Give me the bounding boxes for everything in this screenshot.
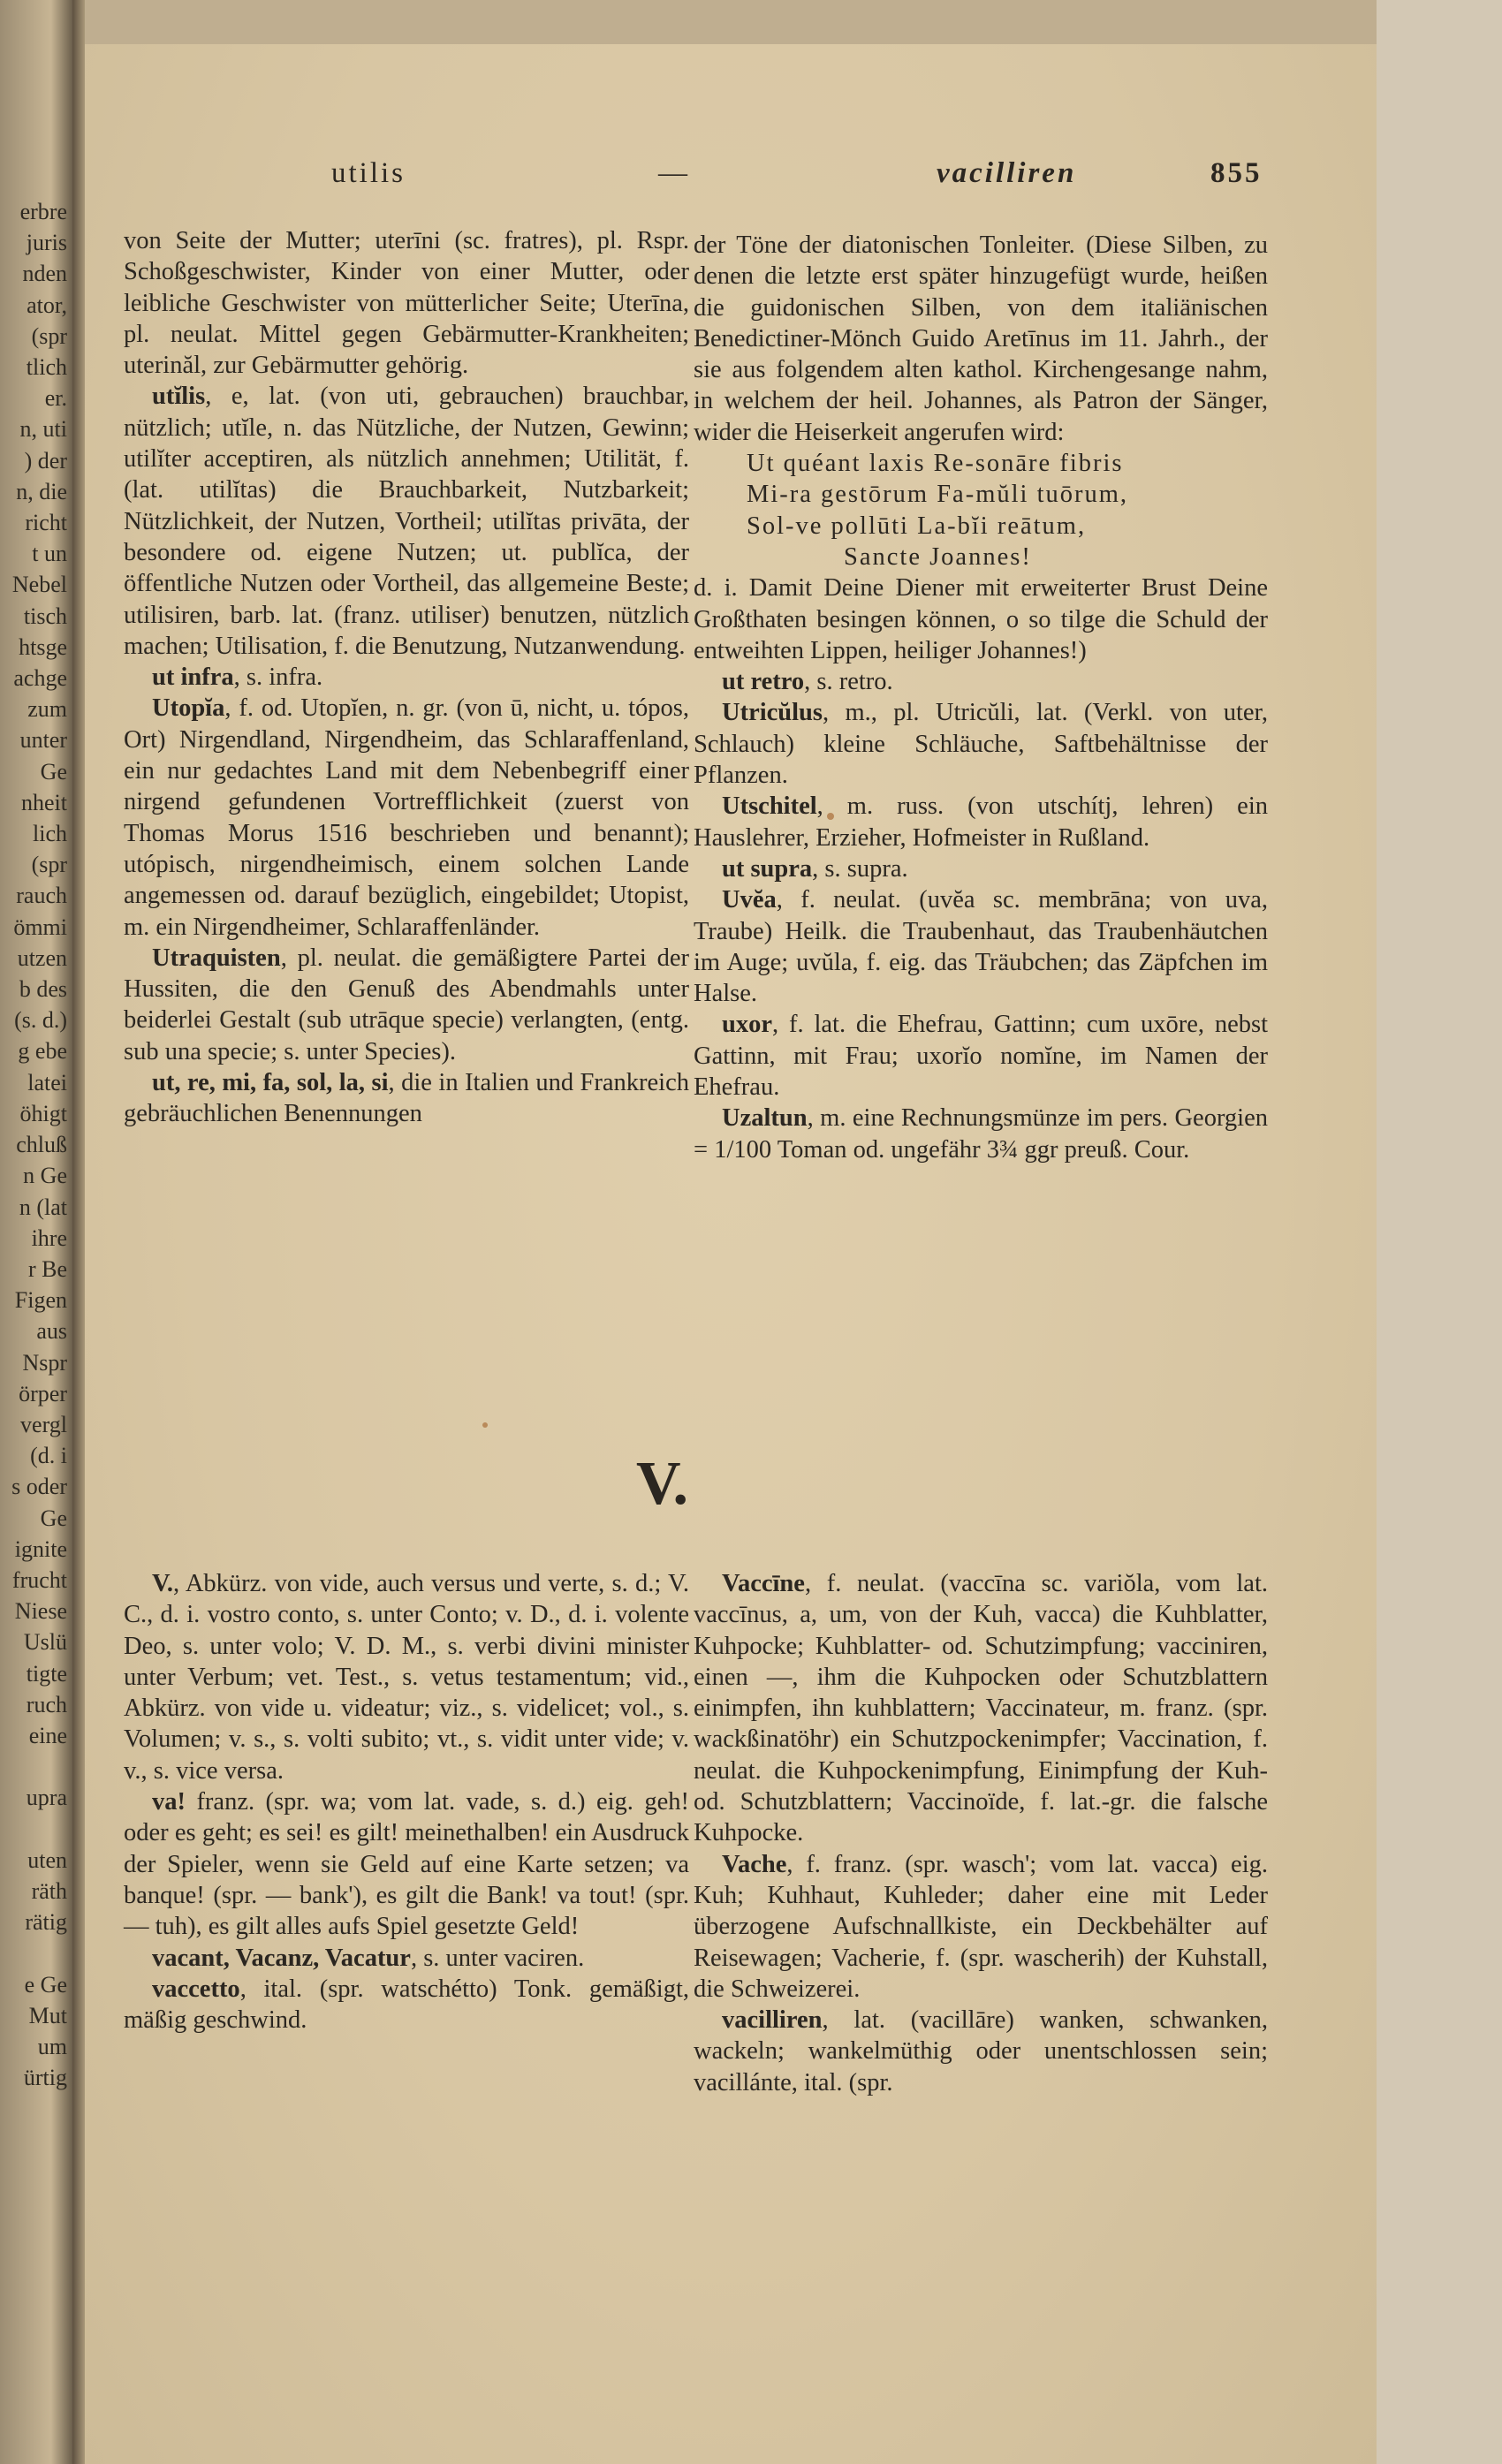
- previous-page-fragment: utzen: [17, 944, 67, 971]
- dictionary-entry: [124, 693, 689, 942]
- dictionary-entry: [694, 697, 1268, 791]
- entry-definition: , f. neulat. (vaccīna sc. variŏla, vom lat. vaccīnus, a, um, von der Kuh, vacca) die Kuhblatter, Kuhpocke; Kuhblatter- od. Schutzimpfung; vacciniren, einen —, ihm die Kuhpocken oder Schutzblattern einimpfen, ihn kuhblattern; Vaccinateur, m. franz. (spr. wackßinatöhr) ein Schutzpockenimpfer; Vaccination, f. neulat. die Kuhpockenimpfung, Einimpfung der Kuh- od. Schutzblattern; Vaccinoïde, f. lat.-gr. die falsche Kuhpocke.: [694, 1570, 1268, 1847]
- entry-headword: ut infra: [152, 663, 234, 692]
- previous-page-fragment: örper: [19, 1380, 67, 1406]
- entry-headword: ut, re, mi, fa, sol, la, si: [152, 1069, 389, 1097]
- previous-page-fragment: uten: [27, 1846, 67, 1873]
- entry-headword: Uzaltun: [722, 1104, 808, 1133]
- previous-page-fragment: n Ge: [23, 1163, 67, 1189]
- previous-page-fragment: b des: [19, 976, 67, 1003]
- header-first-word: utilis: [331, 157, 406, 189]
- previous-page-fragment: Uslü: [23, 1629, 67, 1656]
- verse-line: Sancte Joannes!: [844, 542, 1032, 571]
- previous-page-fragment: latei: [27, 1069, 67, 1096]
- verse-line: Sol-ve pollūti La-bĭi reātum,: [747, 512, 1087, 540]
- previous-page-fragment: tigte: [26, 1660, 67, 1687]
- entry-definition: , ital. (spr. watschétto) Tonk. gemäßigt, mäßig geschwind.: [124, 1975, 689, 2035]
- previous-page-fragment: achge: [13, 665, 67, 692]
- entry-headword: Utricŭlus: [722, 699, 823, 727]
- previous-page-fragment: ruch: [26, 1691, 67, 1717]
- entry-continuation: der Töne der diatonischen Tonleiter. (Diese Silben, zu denen die letzte erst später hinzugefügt wurde, heißen die guidonischen Silben, von dem italiänischen Benedictiner-Mönch Guido Aretīnus im 11. Jahrh., der sie aus folgendem alten kathol. Kirchengesange nahm, in welchem der heil. Johannes, als Patron der Sänger, wider die Heiserkeit angerufen wird:: [694, 231, 1268, 446]
- previous-page-fragment: öhigt: [19, 1100, 67, 1126]
- entry-definition: , m. russ. (von utschítj, lehren) ein Hauslehrer, Erzieher, Hofmeister in Rußland.: [694, 792, 1268, 852]
- entry-list: [694, 666, 1268, 1165]
- book-gutter: [72, 0, 85, 2464]
- entry-headword: ut retro: [722, 668, 805, 696]
- previous-page-fragment: (d. i: [30, 1443, 67, 1469]
- previous-page-fragment: lich: [33, 821, 67, 847]
- entry-headword: Utopĭa: [152, 694, 225, 723]
- previous-page-fragment: ihre: [31, 1224, 67, 1251]
- entry-definition: , pl. neulat. die gemäßigtere Partei der Hussiten, die den Genuß des Abendmahls unter beiderlei Gestalt (sub utrāque specie) verlangten, (entg. sub una specie; s. unter Species).: [124, 944, 689, 1065]
- right-column-bottom: [694, 1568, 1268, 2098]
- previous-page-fragment: ignite: [14, 1535, 67, 1562]
- entry-definition: , Abkürz. von vide, auch versus und verte, s. d.; V. C., d. i. vostro conto, s. unter Conto; v. D., d. i. volente Deo, s. unter volo; V. D. M., s. verbi divini minister unter Verbum; vet. Test., s. vetus testamentum; vid., Abkürz. von vide u. videatur; viz., s. videlicet; vol., s. Volumen; v. s., s. volti subito; vt., s. vidit unter vide; v. v., s. vice versa.: [124, 1570, 689, 1785]
- previous-page-fragment: upra: [26, 1785, 67, 1811]
- right-column-top: [694, 230, 1268, 1165]
- previous-page-fragment: ürtig: [23, 2065, 67, 2091]
- dictionary-entry: [124, 1786, 689, 1942]
- previous-page-fragment: r Be: [27, 1255, 67, 1282]
- previous-page-fragment: Nebel: [11, 572, 67, 598]
- entry-definition: franz. (spr. wa; vom lat. vade, s. d.) eig. geh! oder es geht; es sei! es gilt! meinethalben! ein Ausdruck der Spieler, wenn sie Geld auf eine Karte setzen; va banque! (spr. — bank'), es gilt die Bank! va tout! (spr. — tuh), es gilt alles aufs Spiel gesetzte Geld!: [124, 1788, 689, 1941]
- dictionary-entry: [694, 1849, 1268, 2005]
- previous-page-fragment: (spr: [31, 852, 67, 878]
- dictionary-entry: [694, 791, 1268, 853]
- entry-headword: Utschitel: [722, 792, 817, 821]
- previous-page-fragment: g ebe: [18, 1038, 67, 1065]
- dictionary-entry: [694, 666, 1268, 697]
- previous-page-fragment: t un: [32, 541, 67, 567]
- entry-headword: V.: [152, 1570, 174, 1597]
- entry-headword: Uvĕa: [722, 886, 777, 914]
- previous-page-fragment: er.: [44, 385, 67, 412]
- entry-definition: , m. eine Rechnungsmünze im pers. Georgien = 1/100 Toman od. ungefähr 3¾ ggr preuß. Cour.: [694, 1104, 1268, 1164]
- entry-definition: , s. unter vaciren.: [410, 1944, 585, 1972]
- previous-page-fragment: räth: [31, 1877, 67, 1904]
- previous-page-fragment: nden: [22, 261, 67, 287]
- previous-page-fragment: n, uti: [19, 416, 67, 443]
- previous-page-fragment: s oder: [11, 1474, 67, 1500]
- entry-headword: utĭlis: [152, 383, 206, 411]
- previous-page-fragment: aus: [36, 1318, 67, 1345]
- previous-page-fragment: ) der: [24, 447, 67, 474]
- previous-page-fragment: (s. d.): [14, 1007, 67, 1034]
- entry-definition: , s. infra.: [233, 663, 323, 692]
- entry-headword: Utraquisten: [152, 944, 281, 972]
- previous-page-fragments: [0, 196, 72, 2093]
- running-header: [0, 157, 1502, 201]
- dictionary-entry: [124, 381, 689, 662]
- previous-page-fragment: [0, 1751, 72, 1782]
- entry-definition: , s. supra.: [812, 854, 908, 883]
- previous-page-fragment: [0, 1937, 72, 1968]
- verse-line: Ut quéant laxis Re-sonāre fibris: [747, 450, 1124, 478]
- entry-headword: vacilliren: [722, 2006, 823, 2035]
- entry-definition: , f. od. Utopĭen, n. gr. (von ū, nicht, u. tópos, Ort) Nirgendland, Nirgendheim, das Schlaraffenland, ein nur gedachtes Land mit dem Nebenbegriff einer nirgend gefundenen Vortrefflichkeit (zuerst von Thomas Morus 1516 beschrieben und benannt); utópisch, nirgendheimisch, einem solchen Lande angemessen od. darauf bezüglich, eingebildet; Utopist, m. ein Nirgendheimer, Schlaraffenländer.: [124, 694, 689, 941]
- dictionary-entry: [124, 1943, 689, 1974]
- previous-page-fragment: n, die: [16, 478, 67, 504]
- dictionary-entry: [124, 662, 689, 693]
- entry-definition: , f. neulat. (uvĕa sc. membrāna; von uva, Traube) Heilk. die Traubenhaut, das Traubenhäutchen im Auge; uvŭla, f. eig. das Träubchen; das Zäpfchen im Halse.: [694, 886, 1268, 1008]
- previous-page-fragment: e Ge: [24, 1971, 67, 1998]
- previous-page-edge: [0, 0, 72, 2464]
- entry-headword: ut supra: [722, 854, 813, 883]
- previous-page-fragment: ator,: [27, 292, 67, 318]
- dictionary-entry: [124, 1568, 689, 1786]
- entry-definition: , die in Italien und Frankreich gebräuchlichen Benennungen: [124, 1069, 690, 1128]
- entry-headword: va!: [152, 1788, 186, 1816]
- previous-page-fragment: (spr: [31, 322, 67, 349]
- entry-headword: uxor: [722, 1011, 772, 1039]
- header-last-word: vacilliren: [937, 157, 1077, 189]
- page-number: 855: [1210, 157, 1263, 189]
- entry-definition: , f. lat. die Ehefrau, Gattinn; cum uxōre, nebst Gattinn, mit Frau; uxorĭo nomĭne, im Namen der Ehefrau.: [694, 1011, 1268, 1102]
- dictionary-entry: [124, 1067, 689, 1130]
- entry-headword: vaccetto: [152, 1975, 240, 2003]
- dictionary-entry: [694, 1568, 1268, 1849]
- verse-line: Mi-ra gestōrum Fa-mŭli tuōrum,: [747, 481, 1129, 509]
- previous-page-fragment: Nspr: [22, 1349, 67, 1376]
- previous-page-fragment: Figen: [14, 1287, 67, 1314]
- scan-background: [1377, 0, 1502, 2464]
- previous-page-fragment: Niese: [14, 1598, 67, 1625]
- dictionary-entry: [694, 884, 1268, 1009]
- previous-page-fragment: rätig: [25, 1909, 67, 1936]
- previous-page-fragment: n (lat: [19, 1194, 67, 1220]
- previous-page-fragment: tisch: [23, 603, 67, 629]
- dictionary-entry: [694, 2005, 1268, 2098]
- entry-headword: vacant, Vacanz, Vacatur: [152, 1944, 411, 1972]
- previous-page-fragment: Ge: [40, 758, 67, 785]
- dictionary-entry: [694, 853, 1268, 884]
- previous-page-fragment: unter: [19, 727, 67, 754]
- entry-definition: , m., pl. Utricŭli, lat. (Verkl. von uter, Schlauch) kleine Schläuche, Saftbehältnisse der Pflanzen.: [694, 699, 1268, 790]
- translation: d. i. Damit Deine Diener mit erweiterter Brust Deine Großthaten besingen können, o so tilge die Schuld der entweihten Lippen, heiliger Johannes!): [694, 574, 1268, 664]
- previous-page-fragment: chluß: [16, 1132, 67, 1158]
- left-column-bottom: [124, 1568, 689, 2036]
- entry-headword: Vaccīne: [722, 1570, 805, 1597]
- previous-page-fragment: juris: [26, 230, 67, 256]
- previous-page-fragment: zum: [27, 696, 67, 723]
- entry-headword: Vache: [722, 1850, 787, 1878]
- previous-page-fragment: erbre: [19, 199, 67, 224]
- entry-definition: , s. retro.: [804, 668, 893, 696]
- left-column-top: [124, 225, 689, 1130]
- previous-page-fragment: Mut: [28, 2002, 67, 2028]
- previous-page-fragment: rauch: [16, 883, 67, 909]
- dictionary-entry: [124, 225, 689, 381]
- entry-definition: von Seite der Mutter; uterīni (sc. fratres), pl. Rspr. Schoßgeschwister, Kinder von einer Mutter, oder leibliche Geschwister von mütterlicher Seite; Uterīna, pl. neulat. Mittel gegen Gebärmutter-Krankheiten; uterinăl, zur Gebärmutter gehörig.: [124, 227, 689, 380]
- entry-definition: , f. franz. (spr. wasch'; vom lat. vacca) eig. Kuh; Kuhhaut, Kuhleder; daher eine mit Leder überzogene Aufschnallkiste, ein Deckbehälter auf Reisewagen; Vacherie, f. (spr. wascherih) der Kuhstall, die Schweizerei.: [694, 1850, 1268, 2003]
- entry-definition: , e, lat. (von uti, gebrauchen) brauchbar, nützlich; utĭle, n. das Nützliche, der Nutzen, Gewinn; utilĭter acceptiren, als nützlich annehmen; Utilität, f. (lat. utilĭtas) die Brauchbarkeit, Nutzbarkeit; Nützlichkeit, der Nutzen, Vortheil; utilĭtas privāta, der besondere od. eigene Nutzen; ut. publĭca, der öffentliche Nutzen oder Vortheil, das allgemeine Beste; utilisiren, barb. lat. (franz. utiliser) benutzen, nützlich machen; Utilisation, f. die Benutzung, Nutzanwendung.: [124, 383, 689, 660]
- previous-page-fragment: vergl: [20, 1411, 67, 1437]
- dictionary-entry: [124, 943, 689, 1067]
- previous-page-fragment: richt: [25, 510, 67, 536]
- previous-page-fragment: um: [37, 2033, 67, 2059]
- previous-page-fragment: frucht: [11, 1566, 67, 1593]
- previous-page-fragment: Ge: [40, 1505, 67, 1531]
- hymn-verse: [747, 448, 1268, 572]
- dictionary-entry: [694, 1009, 1268, 1103]
- previous-page-fragment: eine: [28, 1722, 67, 1748]
- dictionary-entry: [694, 1103, 1268, 1165]
- section-letter: V.: [636, 1450, 689, 1518]
- previous-page-fragment: ömmi: [13, 914, 67, 940]
- header-dash: —: [658, 157, 690, 189]
- entry-definition: , lat. (vacillāre) wanken, schwanken, wackeln; wankelmüthig oder unentschlossen sein; vacillánte, ital. (spr.: [694, 2006, 1268, 2096]
- previous-page-fragment: [0, 1814, 72, 1845]
- dictionary-entry: [124, 1974, 689, 2036]
- previous-page-fragment: htsge: [19, 633, 67, 660]
- previous-page-fragment: nheit: [21, 789, 67, 815]
- paper-stain: [482, 1422, 488, 1428]
- previous-page-fragment: tlich: [26, 354, 67, 381]
